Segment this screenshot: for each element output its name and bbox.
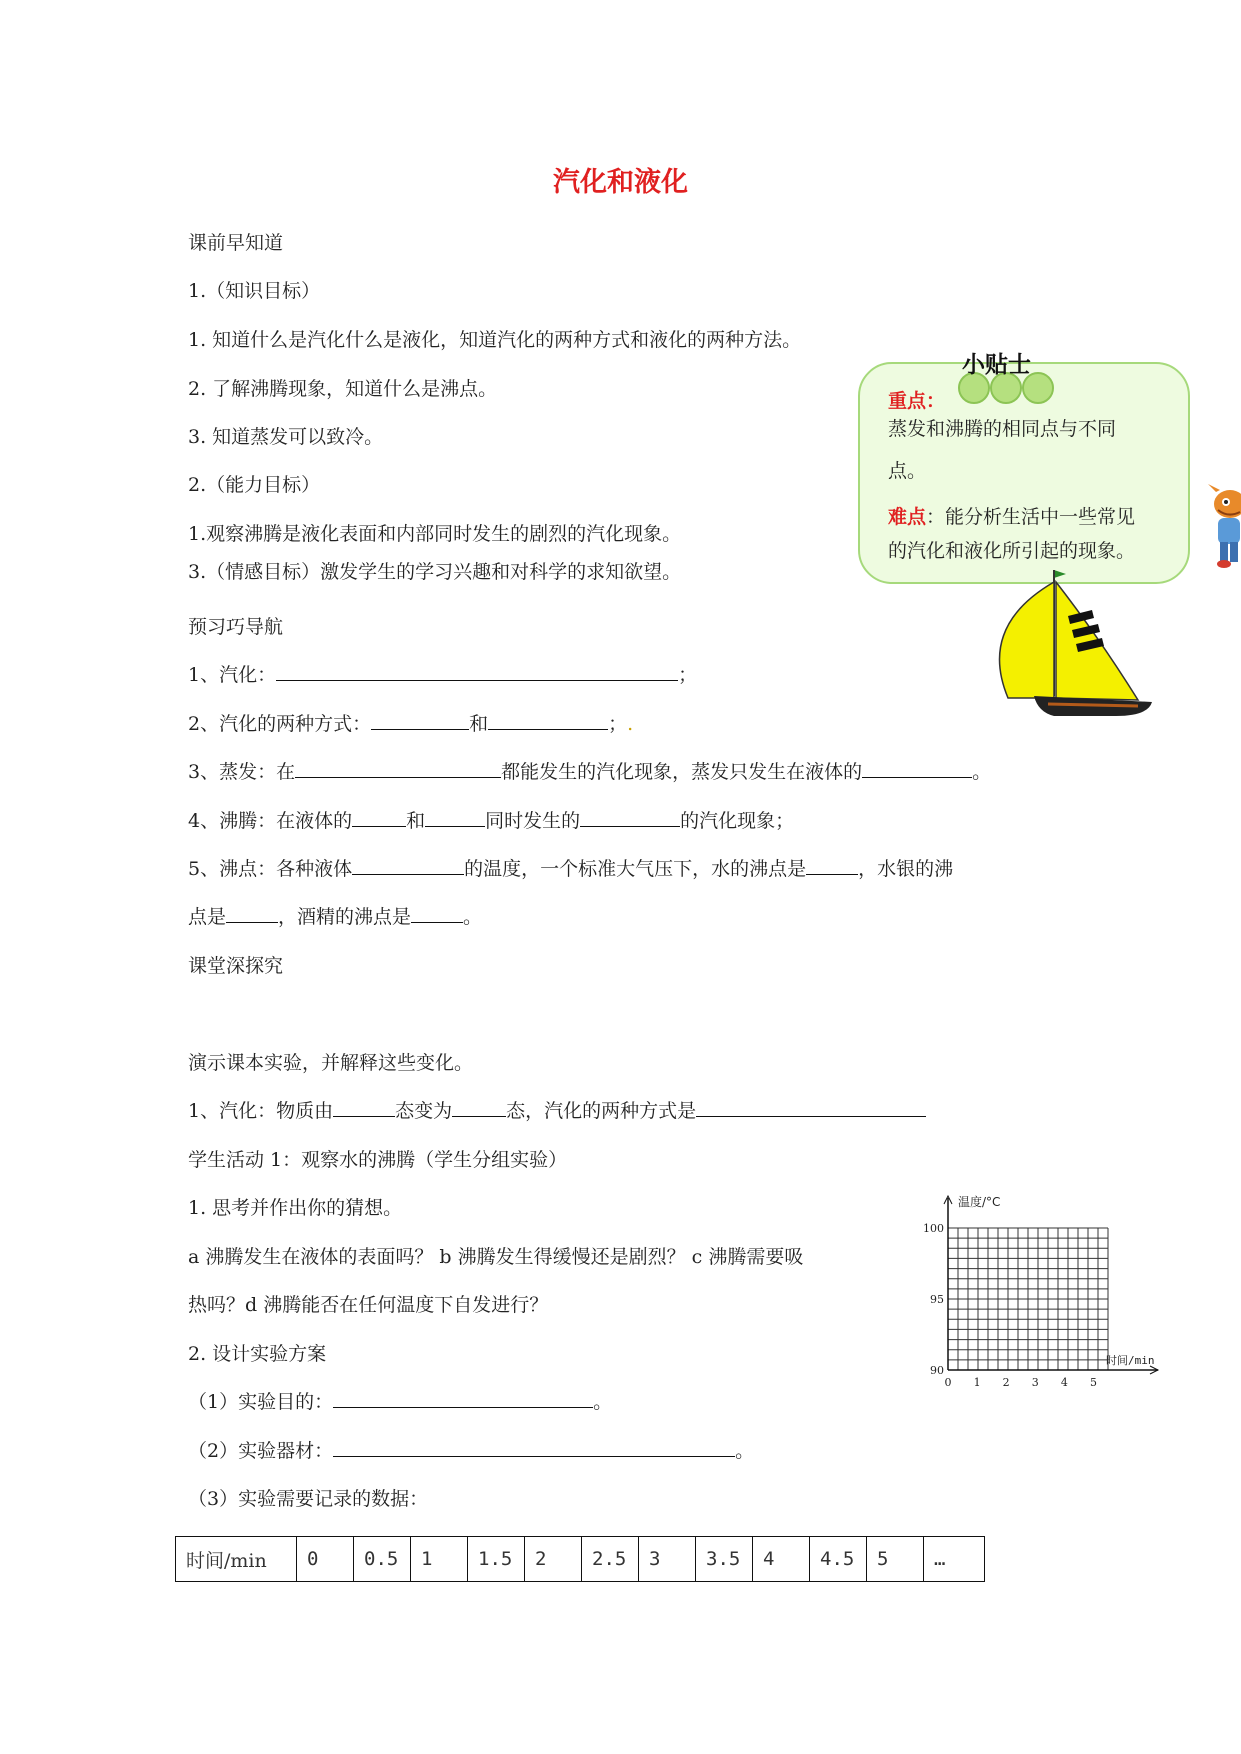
blank[interactable]	[862, 759, 972, 778]
blank[interactable]	[806, 856, 858, 875]
q3-prefix: 3、蒸发：在	[188, 761, 296, 783]
objective-emotion: 3.（情感目标）激发学生的学习兴趣和对科学的求知欲望。	[188, 561, 682, 583]
chart-yticks	[923, 1222, 944, 1377]
tip-title: 小贴士	[962, 352, 1031, 378]
blank[interactable]	[425, 808, 485, 827]
activity-text: 学生活动 1：观察水的沸腾（学生分组实验）	[188, 1149, 568, 1171]
ability-heading: 2.（能力目标）	[188, 474, 321, 496]
q4-prefix: 4、沸腾：在液体的	[188, 810, 353, 832]
blank[interactable]	[352, 808, 406, 827]
c1-mid2: 态，汽化的两种方式是	[506, 1100, 697, 1122]
blank[interactable]	[333, 1098, 395, 1117]
equipment-line	[188, 1436, 754, 1463]
blank[interactable]	[333, 1438, 735, 1457]
preview-q2	[188, 709, 633, 736]
c1-prefix: 1、汽化：物质由	[188, 1100, 334, 1122]
x-tick-label: 4	[1060, 1376, 1068, 1389]
hard-colon: ：	[926, 506, 946, 528]
q5-prefix: 5、沸点：各种液体	[188, 858, 353, 880]
q1-prefix: 1、汽化：	[188, 664, 277, 686]
equip-end: 。	[735, 1440, 755, 1462]
q2-end: ；	[608, 713, 628, 735]
y-tick-label: 90	[930, 1364, 944, 1377]
blank[interactable]	[580, 808, 680, 827]
q2-prefix: 2、汽化的两种方式：	[188, 713, 372, 735]
preview-q3	[188, 757, 991, 784]
q5b-mid: ，酒精的沸点是	[278, 906, 412, 928]
table-cell: 4.5	[810, 1537, 867, 1582]
q5-mid1: 的温度，一个标准大气压下，水的沸点是	[464, 858, 807, 880]
chart-ylabel: 温度/°C	[958, 1195, 1001, 1209]
q5b-end: 。	[463, 906, 483, 928]
hard-label: 难点	[888, 506, 927, 528]
aim-prefix: （1）实验目的：	[188, 1391, 334, 1413]
blank[interactable]	[488, 711, 608, 730]
preview-q5	[188, 854, 953, 881]
x-tick-label: 3	[1031, 1376, 1039, 1389]
x-tick-label: 2	[1002, 1376, 1010, 1389]
section-classroom: 课堂深探究	[188, 955, 284, 977]
design-text: 2. 设计实验方案	[188, 1343, 327, 1365]
q4-mid1: 和	[406, 810, 426, 832]
c1-mid1: 态变为	[395, 1100, 453, 1122]
blank[interactable]	[696, 1098, 926, 1117]
blank[interactable]	[295, 759, 501, 778]
q2-mid: 和	[469, 713, 489, 735]
think-text: 1. 思考并作出你的猜想。	[188, 1197, 403, 1219]
tip-key-text2: 点。	[888, 460, 927, 482]
q5-mid2: ，水银的沸	[858, 858, 954, 880]
chart-grid	[944, 1196, 1158, 1374]
x-tick-label: 0	[944, 1376, 952, 1389]
table-cell: 5	[867, 1537, 924, 1582]
key-label: 重点	[888, 390, 927, 412]
preview-q1	[188, 660, 697, 687]
knowledge-heading: 1.（知识目标）	[188, 280, 321, 302]
preview-q5b	[188, 902, 482, 929]
objective-k3: 3. 知道蒸发可以致冷。	[188, 426, 384, 448]
tip-hard-line	[888, 502, 1135, 529]
x-tick-label: 5	[1089, 1376, 1097, 1389]
record-text: （3）实验需要记录的数据：	[188, 1488, 429, 1510]
table-cell: 1	[411, 1537, 468, 1582]
cartoon-mascot-icon	[1204, 484, 1241, 574]
table-cell: 2.5	[582, 1537, 639, 1582]
chart-xticks	[945, 1376, 1097, 1389]
q3-mid: 都能发生的汽化现象，蒸发只发生在液体的	[501, 761, 863, 783]
table-cell: 0	[297, 1537, 354, 1582]
tip-hard-text2: 的汽化和液化所引起的现象。	[888, 540, 1136, 562]
blank[interactable]	[333, 1389, 593, 1408]
q3-end: 。	[972, 761, 992, 783]
blank[interactable]	[276, 662, 678, 681]
question-line2: 热吗？d 沸腾能否在任何温度下自发进行？	[188, 1294, 549, 1316]
temperature-time-chart	[920, 1194, 1170, 1404]
section-preview: 预习巧导航	[188, 616, 284, 638]
q1-end: ；	[678, 664, 698, 686]
sailboat-icon	[988, 566, 1160, 718]
aim-line	[188, 1387, 612, 1414]
table-header-cell: 时间/min	[176, 1537, 297, 1582]
objective-k2: 2. 了解沸腾现象，知道什么是沸点。	[188, 378, 498, 400]
demo-text: 演示课本实验，并解释这些变化。	[188, 1052, 474, 1074]
objective-a1: 1.观察沸腾是液化表面和内部同时发生的剧烈的汽化现象。	[188, 523, 682, 545]
table-cell: 2	[525, 1537, 582, 1582]
y-tick-label: 95	[930, 1293, 944, 1307]
blank[interactable]	[226, 904, 278, 923]
table-cell: 3.5	[696, 1537, 753, 1582]
question-line1: a 沸腾发生在液体的表面吗？ b 沸腾发生得缓慢还是剧烈？ c 沸腾需要吸	[188, 1246, 804, 1268]
objective-k1: 1. 知道什么是汽化什么是液化，知道汽化的两种方式和液化的两种方法。	[188, 329, 802, 351]
table-cell: 4	[753, 1537, 810, 1582]
tip-key-text1: 蒸发和沸腾的相同点与不同	[888, 418, 1117, 440]
preview-q4	[188, 806, 794, 833]
q4-mid2: 同时发生的	[485, 810, 581, 832]
blank[interactable]	[411, 904, 463, 923]
hard-text1: 能分析生活中一些常见	[945, 506, 1136, 528]
chart-xlabel: 时间/min	[1106, 1354, 1155, 1367]
q5b-prefix: 点是	[188, 906, 227, 928]
page-title: 汽化和液化	[553, 167, 688, 198]
section-pre-class: 课前早知道	[188, 232, 284, 254]
table-cell: 1.5	[468, 1537, 525, 1582]
table-cell: …	[924, 1537, 985, 1582]
key-colon: ：	[926, 390, 946, 412]
dot: .	[627, 713, 634, 735]
x-tick-label: 1	[973, 1376, 981, 1389]
blank[interactable]	[371, 711, 469, 730]
equip-prefix: （2）实验器材：	[188, 1440, 334, 1462]
tip-key-label	[888, 386, 945, 413]
table-row	[176, 1537, 985, 1582]
table-cell: 3	[639, 1537, 696, 1582]
q4-end: 的汽化现象；	[680, 810, 795, 832]
blank[interactable]	[352, 856, 464, 875]
aim-end: 。	[593, 1391, 613, 1413]
table-cell: 0.5	[354, 1537, 411, 1582]
blank[interactable]	[452, 1098, 506, 1117]
classroom-c1	[188, 1096, 926, 1123]
y-tick-label: 100	[923, 1222, 944, 1236]
data-table	[175, 1536, 985, 1582]
